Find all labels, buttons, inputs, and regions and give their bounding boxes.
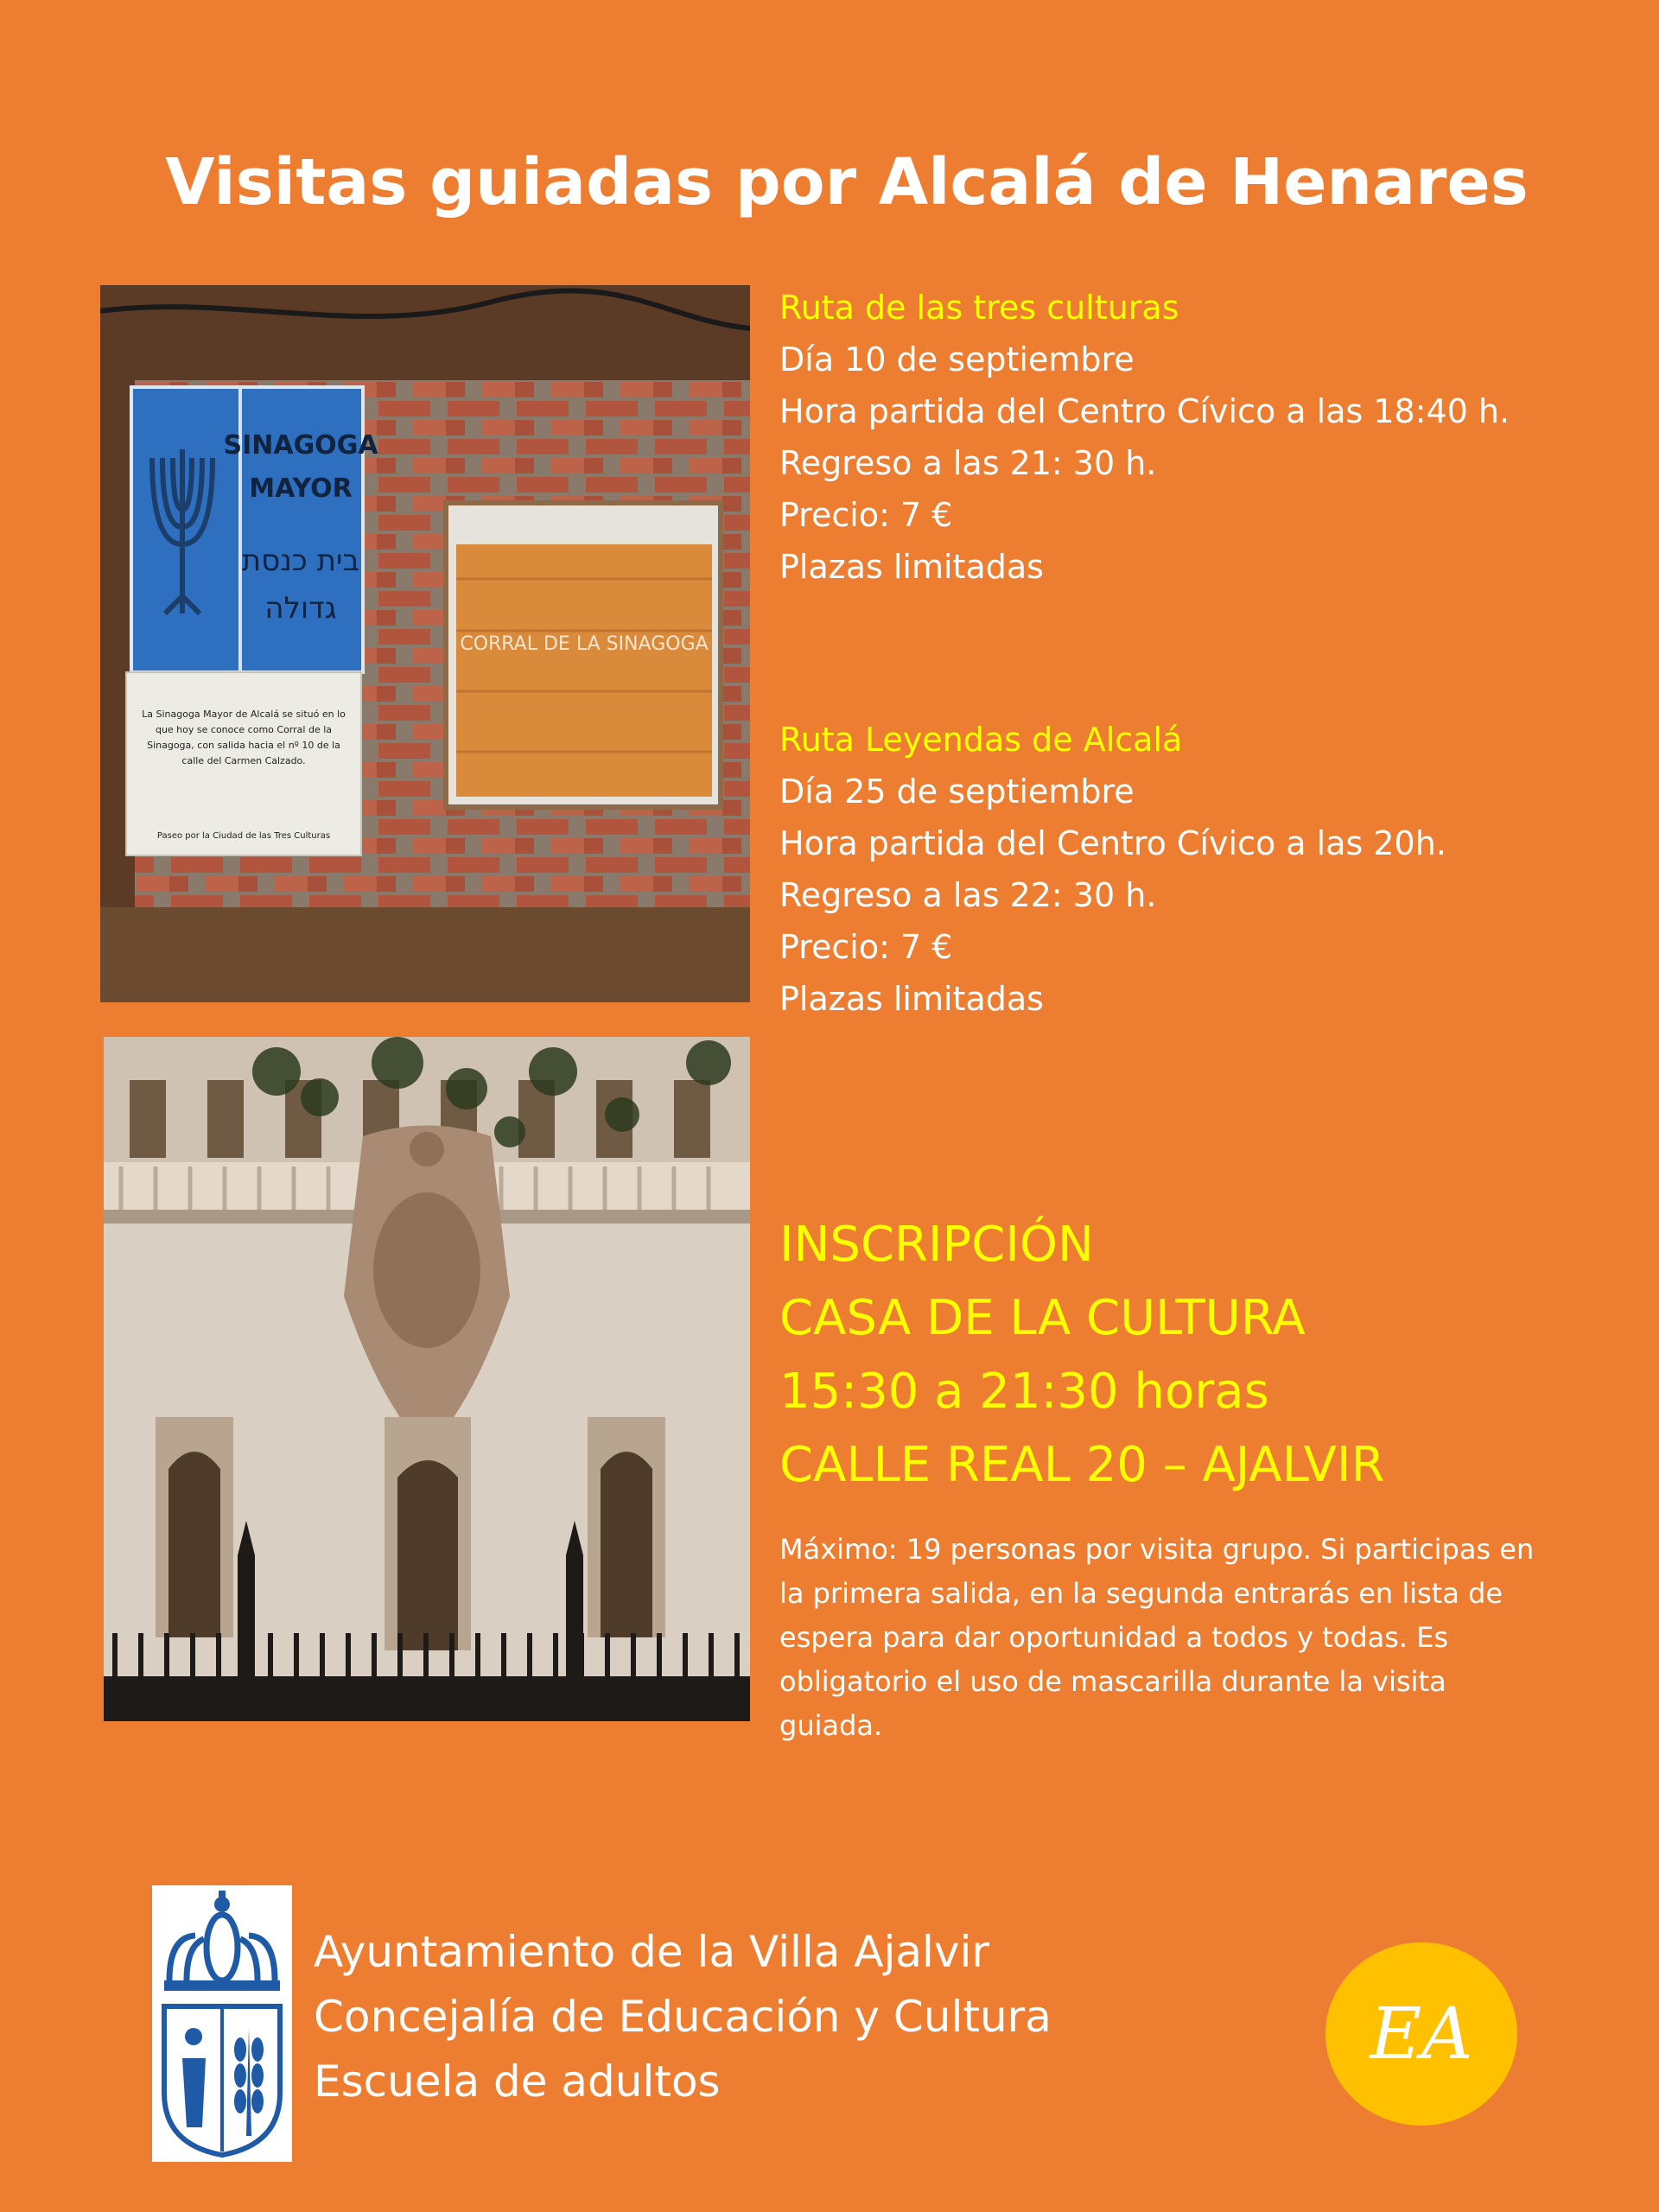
route-2-places: Plazas limitadas: [779, 980, 1044, 1018]
route-1-places: Plazas limitadas: [779, 548, 1044, 586]
ea-logo-badge: EA: [1325, 1942, 1517, 2126]
footer-line-1: Ayuntamiento de la Villa Ajalvir: [314, 1927, 989, 1977]
footer-institution: [314, 1920, 1052, 2114]
inscription-hours: 15:30 a 21:30 horas: [779, 1363, 1269, 1420]
plaque-text: CORRAL DE LA SINAGOGA: [460, 633, 709, 655]
inscription-address: CALLE REAL 20 – AJALVIR: [779, 1437, 1385, 1493]
route-2-departure: Hora partida del Centro Cívico a las 20h.: [779, 824, 1446, 862]
route-2-return: Regreso a las 22: 30 h.: [779, 876, 1157, 914]
town-crest-logo: [152, 1885, 292, 2165]
info-line-5: Paseo por la Ciudad de las Tres Culturas: [156, 831, 331, 841]
footer-line-3: Escuela de adultos: [314, 2056, 721, 2107]
route-1-name: Ruta de las tres culturas: [779, 289, 1179, 327]
info-line-1: La Sinagoga Mayor de Alcalá se situó en lo: [142, 709, 346, 720]
route-2-name: Ruta Leyendas de Alcalá: [779, 721, 1183, 759]
route-1: [779, 282, 1510, 593]
route-1-date: Día 10 de septiembre: [779, 340, 1135, 378]
route-2-price: Precio: 7 €: [779, 928, 953, 966]
palace-photo: [104, 1037, 750, 1721]
route-1-departure: Hora partida del Centro Cívico a las 18:40 h.: [779, 392, 1510, 430]
synagogue-photo: [100, 285, 750, 1002]
route-2-date: Día 25 de septiembre: [779, 772, 1135, 810]
sign-hebrew-2: גדולה: [264, 591, 337, 626]
route-2: [779, 714, 1446, 1025]
sign-hebrew-1: בית כנסת: [241, 543, 360, 578]
route-1-price: Precio: 7 €: [779, 496, 953, 534]
route-1-return: Regreso a las 21: 30 h.: [779, 444, 1157, 482]
capacity-note: Máximo: 19 personas por visita grupo. Si participas en la primera salida, en la segunda entrarás en lista de espera para dar oportunidad a todos y todas. Es obligatorio el uso de mascarilla durante la visita guiada.: [779, 1533, 1535, 1742]
sign-title-2: MAYOR: [249, 474, 353, 504]
page-title: Visitas guiadas por Alcalá de Henares: [165, 145, 1529, 219]
info-line-2: que hoy se conoce como Corral de la: [155, 724, 333, 735]
info-line-4: calle del Carmen Calzado.: [181, 755, 306, 766]
sign-title-1: SINAGOGA: [223, 430, 378, 461]
inscription-block: [779, 1208, 1384, 1502]
footer-line-2: Concejalía de Educación y Cultura: [314, 1992, 1052, 2042]
inscription-heading: INSCRIPCIÓN: [779, 1217, 1094, 1273]
info-line-3: Sinagoga, con salida hacia el nº 10 de la: [147, 740, 340, 751]
inscription-venue: CASA DE LA CULTURA: [779, 1290, 1306, 1346]
